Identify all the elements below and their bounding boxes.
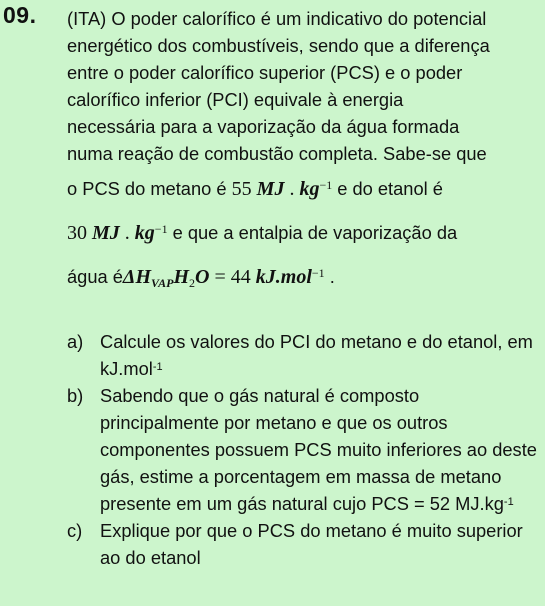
ethanol-pcs-line — [67, 211, 543, 255]
statement-line: energético dos combustíveis, sendo que a diferença — [67, 35, 490, 56]
enthalpy-line — [67, 255, 543, 299]
period: . — [329, 266, 335, 287]
item-a-exponent: -1 — [152, 360, 163, 373]
unit-kg: kg — [134, 222, 155, 244]
ethanol-pcs-value — [67, 222, 173, 244]
unit-kj: kJ.mol — [255, 266, 312, 288]
item-c-text: Explique por que o PCS do metano é muito superior ao do etanol — [100, 520, 523, 568]
unit-dot: . — [289, 178, 295, 200]
item-a — [67, 328, 543, 382]
statement-line: calorífico inferior (PCI) equivale à energia — [67, 89, 404, 110]
item-c — [67, 517, 543, 571]
item-label: a) — [67, 331, 84, 352]
methane-prefix: o PCS do metano é — [67, 178, 227, 199]
item-label: c) — [67, 520, 83, 541]
unit-exponent: −1 — [311, 266, 325, 280]
item-a-text: Calcule os valores do PCI do metano e do etanol, em kJ.mol — [100, 331, 533, 379]
equals-sign: = — [214, 266, 226, 288]
unit-mj: MJ — [256, 178, 285, 200]
statement-line: entre o poder calorífico superior (PCS) e o poder — [67, 62, 463, 83]
sub-questions — [67, 328, 543, 571]
h2o-subscript: 2 — [189, 276, 196, 291]
methane-pcs-line — [67, 167, 543, 211]
question-statement — [67, 5, 543, 299]
water-prefix: água é — [67, 266, 123, 287]
unit-dot: . — [124, 222, 130, 244]
h2o-o: O — [195, 266, 210, 288]
unit-exponent: −1 — [319, 178, 333, 192]
vap-subscript: VAP — [151, 276, 174, 291]
methane-value: 55 — [231, 178, 252, 200]
item-label: b) — [67, 385, 84, 406]
item-text — [100, 517, 543, 571]
statement-line: numa reação de combustão completa. Sabe-se que — [67, 143, 487, 164]
h2o-h: H — [173, 266, 190, 288]
item-b — [67, 382, 543, 517]
enthalpy-text: e que a entalpia de vaporização da — [172, 222, 458, 243]
enthalpy-expression — [122, 266, 330, 291]
enthalpy-value: 44 — [230, 266, 251, 288]
statement-line: necessária para a vaporização da água formada — [67, 116, 460, 137]
question-number: 09. — [3, 2, 37, 28]
item-text — [100, 328, 543, 382]
unit-mj: MJ — [92, 222, 120, 244]
statement-line: (ITA) O poder calorífico é um indicativo do potencial — [67, 8, 487, 29]
ethanol-suffix: e do etanol é — [337, 178, 443, 199]
item-text — [100, 382, 543, 517]
item-b-exponent: -1 — [503, 495, 514, 508]
unit-kg: kg — [299, 178, 320, 200]
methane-pcs-value — [232, 178, 338, 200]
ethanol-value: 30 — [67, 222, 87, 244]
delta-h: ΔH — [122, 266, 152, 288]
item-b-text: Sabendo que o gás natural é composto principalmente por metano e que os outros componentes possuem PCS muito inferiores ao deste gás, estime a porcentagem em massa de metano presente em um gás natural cujo PCS = 52 MJ.kg — [100, 385, 537, 514]
unit-exponent: −1 — [154, 222, 168, 236]
